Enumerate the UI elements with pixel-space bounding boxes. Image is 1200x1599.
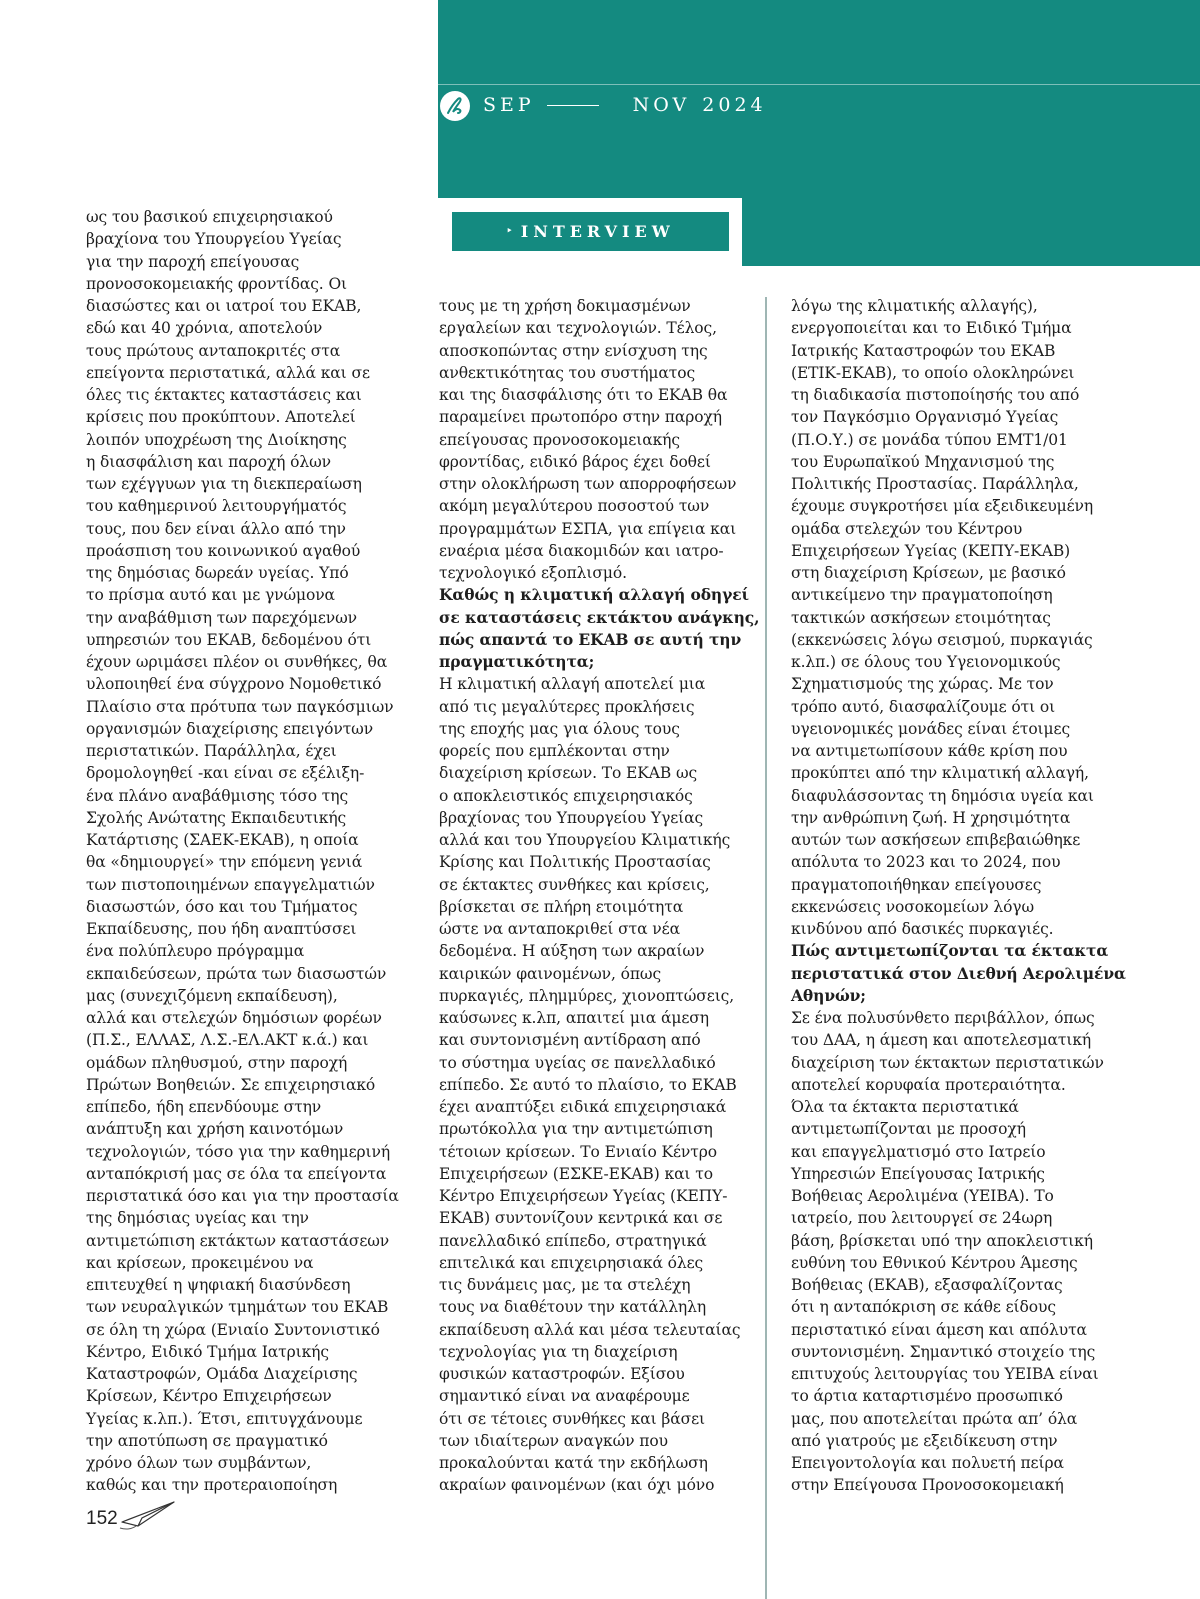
- body-text-line: συντονισμένη. Σημαντικό στοιχείο της: [791, 1342, 1096, 1361]
- header-band-extension: [742, 198, 1200, 266]
- body-text-line: ανάπτυξη και χρήση καινοτόμων: [86, 1120, 344, 1139]
- body-text-line: ανταπόκρισή μας σε όλα τα επείγοντα: [86, 1164, 387, 1183]
- body-text-line: Ιατρικής Καταστροφών του ΕΚΑΒ: [791, 341, 1056, 360]
- body-text-line: προνοσοκομειακής φροντίδας. Οι: [86, 274, 348, 293]
- body-text-line: δεδομένα. Η αύξηση των ακραίων: [439, 942, 705, 961]
- body-text-line: Επειγοντολογία και πολυετή πείρα: [791, 1454, 1064, 1472]
- body-text-line: απόλυτα το 2023 και το 2024, που: [791, 853, 1061, 872]
- body-text-line: από τις μεγαλύτερες προκλήσεις: [439, 697, 695, 716]
- question-line: Αθηνών;: [791, 985, 866, 1005]
- body-text-line: φυσικών καταστροφών. Εξίσου: [439, 1365, 685, 1383]
- body-text-line: πανελλαδικό επίπεδο, στρατηγικά: [439, 1231, 707, 1250]
- body-text-line: υλοποιηθεί ένα σύγχρονο Νομοθετικό: [86, 675, 382, 694]
- body-text-line: καθώς και την προτεραιοποίηση: [86, 1476, 338, 1495]
- body-text-line: και της διασφάλισης ότι το ΕΚΑΒ θα: [439, 386, 728, 404]
- issue-year: 2024: [702, 94, 767, 116]
- body-text-line: επείγουσας προνοσοκομειακής: [439, 430, 680, 449]
- date-dash: [547, 105, 599, 106]
- body-text-line: Επιχειρήσεων (ΕΣΚΕ-ΕΚΑΒ) και το: [439, 1164, 713, 1183]
- body-text-line: πραγματοποιήθηκαν επείγουσες: [791, 875, 1042, 894]
- section-tag: [452, 212, 729, 251]
- body-text-line: διαχείριση των έκτακτων περιστατικών: [791, 1053, 1104, 1072]
- body-text-line: ένα πολύπλευρο πρόγραμμα: [86, 942, 305, 961]
- body-text-line: εργαλείων και τεχνολογιών. Τέλος,: [439, 319, 717, 338]
- body-text-line: τεχνολογικό εξοπλισμό.: [439, 564, 627, 582]
- body-text-line: υπηρεσιών του ΕΚΑΒ, δεδομένου ότι: [86, 630, 372, 649]
- text-column-2: [439, 295, 760, 1497]
- body-text-line: περιστατικό είναι άμεση και απόλυτα: [791, 1320, 1087, 1339]
- body-text-line: και κρίσεων, προκειμένου να: [86, 1253, 314, 1272]
- body-text-line: τους πρώτους ανταποκριτές στα: [86, 341, 341, 360]
- body-text-line: της εποχής μας για όλους τους: [439, 719, 680, 738]
- body-text-line: ακραίων φαινομένων (και όχι μόνο: [439, 1476, 715, 1495]
- body-text-line: ώστε να ανταποκριθεί στα νέα: [439, 920, 680, 938]
- body-text-line: ένα πλάνο αναβάθμισης τόσο της: [86, 786, 349, 805]
- body-text-line: θα «δημιουργεί» την επόμενη γενιά: [86, 853, 363, 872]
- body-text-line: έχει αναπτύξει ειδικά επιχειρησιακά: [439, 1098, 727, 1116]
- body-text-line: τρόπο αυτό, διασφαλίζουμε ότι οι: [791, 697, 1056, 716]
- body-text-line: των ιδιαίτερων αναγκών που: [439, 1431, 668, 1450]
- body-text-line: βάση, βρίσκεται υπό την αποκλειστική: [791, 1231, 1093, 1250]
- body-text-line: τακτικών ασκήσεων ετοιμότητας: [791, 608, 1051, 627]
- body-text-line: ενεργοποιείται και το Ειδικό Τμήμα: [791, 319, 1072, 338]
- body-text-line: πυρκαγιές, πλημμύρες, χιονοπτώσεις,: [439, 986, 735, 1005]
- body-text-line: διασώστες και οι ιατροί του ΕΚΑΒ,: [86, 297, 362, 315]
- body-text-line: για την παροχή επείγουσας: [86, 252, 300, 271]
- body-text-line: βραχίονα του Υπουργείου Υγείας: [86, 230, 342, 249]
- body-text-line: επίπεδο, ήδη επενδύουμε στην: [86, 1098, 322, 1116]
- issue-month-end: NOV: [632, 94, 691, 116]
- body-text-line: Η κλιματική αλλαγή αποτελεί μια: [439, 675, 706, 694]
- body-text-line: προκαλούνται κατά την εκδήλωση: [439, 1454, 708, 1472]
- body-text-line: το άρτια καταρτισμένο προσωπικό: [791, 1387, 1063, 1406]
- body-text-line: της δημόσιας υγείας και την: [86, 1209, 309, 1228]
- body-text-line: κρίσεις που προκύπτουν. Αποτελεί: [86, 408, 356, 427]
- section-tag-label: INTERVIEW: [520, 222, 675, 241]
- body-text-line: έχουν ωριμάσει πλέον οι συνθήκες, θα: [86, 653, 388, 671]
- body-text-line: προγραμμάτων ΕΣΠΑ, για επίγεια και: [439, 519, 737, 538]
- issue-month-start: SEP: [483, 94, 535, 116]
- question-line: περιστατικά στον Διεθνή Αερολιμένα: [791, 963, 1126, 983]
- paper-plane-icon: [118, 1500, 178, 1536]
- body-text-line: ότι η ανταπόκριση σε κάθε είδους: [791, 1298, 1056, 1317]
- body-text-line: σε όλη τη χώρα (Ενιαίο Συντονιστικό: [86, 1320, 380, 1339]
- body-text-line: λοιπόν υποχρέωση της Διοίκησης: [86, 430, 347, 449]
- body-text-line: Κρίσεων, Κέντρο Επιχειρήσεων: [86, 1387, 332, 1406]
- body-text-line: δρομολογηθεί -και είναι σε εξέλιξη-: [86, 764, 365, 783]
- body-text-line: τους με τη χρήση δοκιμασμένων: [439, 297, 691, 315]
- body-text-line: λόγω της κλιματικής αλλαγής),: [791, 297, 1038, 315]
- body-text-line: τεχνολογιών, τόσο για την καθημερινή: [86, 1142, 391, 1161]
- body-text-line: τον Παγκόσμιο Οργανισμό Υγείας: [791, 408, 1059, 427]
- body-text-line: Κέντρο Επιχειρήσεων Υγείας (ΚΕΠΥ-: [439, 1187, 728, 1205]
- body-text-line: επιτευχθεί η ψηφιακή διασύνδεση: [86, 1276, 351, 1294]
- body-text-line: ανθεκτικότητας του συστήματος: [439, 363, 696, 382]
- body-text-line: καύσωνες κ.λπ, απαιτεί μια άμεση: [439, 1009, 709, 1027]
- body-text-line: αντιμετωπίζονται με προσοχή: [791, 1120, 1026, 1139]
- body-text-line: Σχηματισμούς της χώρας. Με τον: [791, 675, 1054, 694]
- body-text-line: αποσκοπώντας στην ενίσχυση της: [439, 341, 708, 360]
- body-text-line: στην Επείγουσα Προνοσοκομειακή: [791, 1476, 1064, 1495]
- body-text-line: προκύπτει από την κλιματική αλλαγή,: [791, 764, 1089, 783]
- body-text-line: επείγοντα περιστατικά, αλλά και σε: [86, 363, 370, 382]
- question-line: πραγματικότητα;: [439, 652, 595, 671]
- text-column-3: [791, 295, 1126, 1497]
- body-text-line: (εκκενώσεις λόγω σεισμού, πυρκαγιάς: [791, 630, 1093, 649]
- body-text-line: προάσπιση του κοινωνικού αγαθού: [86, 541, 361, 560]
- page-number: 152: [86, 1508, 118, 1529]
- body-text-line: ως του βασικού επιχειρησιακού: [86, 208, 333, 226]
- body-text-line: εκπαίδευση αλλά και μέσα τελευταίας: [439, 1320, 741, 1339]
- body-text-line: βραχίονας του Υπουργείου Υγείας: [439, 808, 704, 827]
- body-text-line: διαχείριση κρίσεων. Το ΕΚΑΒ ως: [439, 764, 698, 783]
- body-text-line: αποτελεί κορυφαία προτεραιότητα.: [791, 1075, 1066, 1094]
- body-text-line: αλλά και στελεχών δημόσιων φορέων: [86, 1009, 382, 1027]
- body-text-line: των πιστοποιημένων επαγγελματιών: [86, 875, 375, 894]
- body-text-line: στη διαχείριση Κρίσεων, με βασικό: [791, 564, 1066, 582]
- body-text-line: της δημόσιας δωρεάν υγείας. Υπό: [86, 564, 349, 582]
- body-text-line: οργανισμών διαχείρισης επειγόντων: [86, 719, 374, 738]
- body-text-line: την αναβάθμιση των παρεχόμενων: [86, 608, 357, 627]
- body-text-line: και συντονισμένη αντίδραση από: [439, 1031, 701, 1050]
- body-text-line: έχουμε συγκροτήσει μία εξειδικευμένη: [791, 497, 1094, 516]
- body-text-line: πρωτόκολλα για την αντιμετώπιση: [439, 1120, 713, 1139]
- question-line: Καθώς η κλιματική αλλαγή οδηγεί: [439, 585, 749, 605]
- body-text-line: ότι σε τέτοιες συνθήκες και βάσει: [439, 1409, 706, 1428]
- body-text-line: το πρίσμα αυτό και με γνώμονα: [86, 586, 335, 605]
- body-text-line: και επαγγελματισμό στο Ιατρείο: [791, 1142, 1046, 1161]
- body-text-line: εκκενώσεις νοσοκομείων λόγω: [791, 897, 1035, 916]
- question-line: Πώς αντιμετωπίζονται τα έκτακτα: [791, 941, 1109, 961]
- body-text-line: τέτοιων κρίσεων. Το Ενιαίο Κέντρο: [439, 1142, 717, 1161]
- body-text-line: Πλαίσιο στα πρότυπα των παγκόσμιων: [86, 697, 394, 716]
- body-text-line: επιτυχούς λειτουργίας του ΥΕΙΒΑ είναι: [791, 1365, 1099, 1383]
- body-text-line: τις δυνάμεις μας, με τα στελέχη: [439, 1276, 691, 1294]
- body-text-line: (Π.Σ., ΕΛΛΑΣ, Λ.Σ.-ΕΛ.ΑΚΤ κ.ά.) και: [86, 1031, 369, 1050]
- body-text-line: περιστατικών. Παράλληλα, έχει: [86, 742, 337, 760]
- body-text-line: η διασφάλιση και παροχή όλων: [86, 452, 331, 471]
- body-text-line: Βοήθειας Αερολιμένα (ΥΕΙΒΑ). Το: [791, 1187, 1054, 1205]
- question-line: πώς απαντά το ΕΚΑΒ σε αυτή την: [439, 629, 742, 649]
- body-text-line: από γιατρούς με εξειδίκευση στην: [791, 1431, 1058, 1450]
- body-text-line: μας, που αποτελείται πρώτα απ’ όλα: [791, 1409, 1078, 1428]
- issue-date: [483, 94, 767, 116]
- body-text-line: τη διαδικασία πιστοποίησής του από: [791, 386, 1080, 404]
- body-text-line: (ΕΤΙΚ-ΕΚΑΒ), το οποίο ολοκληρώνει: [791, 363, 1075, 382]
- body-text-line: σημαντικό είναι να αναφέρουμε: [439, 1387, 690, 1406]
- body-text-line: ομάδων πληθυσμού, στην παροχή: [86, 1053, 348, 1072]
- body-text-line: Υγείας κ.λπ.). Έτσι, επιτυγχάνουμε: [86, 1409, 363, 1428]
- body-text-line: αντικείμενο την πραγματοποίηση: [791, 586, 1053, 605]
- body-text-line: διαφυλάσσοντας τη δημόσια υγεία και: [791, 786, 1094, 805]
- body-text-line: την αποτύπωση σε πραγματικό: [86, 1431, 328, 1450]
- body-text-line: σε έκτακτες συνθήκες και κρίσεις,: [439, 875, 710, 894]
- text-column-1: [86, 206, 399, 1497]
- body-text-line: ομάδα στελεχών του Κέντρου: [791, 519, 1023, 538]
- body-text-line: Όλα τα έκτακτα περιστατικά: [791, 1098, 1019, 1116]
- body-text-line: επιτελικά και επιχειρησιακά όλες: [439, 1253, 704, 1272]
- body-text-line: διασωστών, όσο και του Τμήματος: [86, 897, 358, 916]
- body-text-line: Επιχειρήσεων Υγείας (ΚΕΠΥ-ΕΚΑΒ): [791, 541, 1071, 560]
- body-text-line: Κατάρτισης (ΣΑΕΚ-ΕΚΑΒ), η οποία: [86, 831, 359, 849]
- body-text-line: Κρίσης και Πολιτικής Προστασίας: [439, 853, 711, 872]
- header-rule: [438, 84, 1200, 85]
- body-text-line: επίπεδο. Σε αυτό το πλαίσιο, το ΕΚΑΒ: [439, 1075, 737, 1094]
- body-text-line: το σύστημα υγείας σε πανελλαδικό: [439, 1053, 716, 1072]
- body-text-line: να αντιμετωπίσουν κάθε κρίση που: [791, 742, 1068, 760]
- body-text-line: τους, που δεν είναι άλλο από την: [86, 519, 346, 538]
- body-text-line: βρίσκεται σε πλήρη ετοιμότητα: [439, 897, 684, 916]
- body-text-line: όλες τις έκτακτες καταστάσεις και: [86, 386, 362, 404]
- body-text-line: εκπαιδεύσεων, πρώτα των διασωστών: [86, 964, 387, 983]
- body-text-line: του ΔΑΑ, η άμεση και αποτελεσματική: [791, 1031, 1092, 1050]
- body-text-line: αλλά και του Υπουργείου Κλιματικής: [439, 831, 731, 849]
- body-text-line: εδώ και 40 χρόνια, αποτελούν: [86, 319, 323, 338]
- body-text-line: Εκπαίδευσης, που ήδη αναπτύσσει: [86, 920, 357, 938]
- body-text-line: Πρώτων Βοηθειών. Σε επιχειρησιακό: [86, 1075, 376, 1094]
- triangle-marker-icon: ‣: [506, 226, 513, 237]
- body-text-line: ΕΚΑΒ) συντονίζουν κεντρικά και σε: [439, 1209, 723, 1228]
- body-text-line: ιατρείο, που λειτουργεί σε 24ωρη: [791, 1209, 1053, 1228]
- body-text-line: ο αποκλειστικός επιχειρησιακός: [439, 786, 693, 805]
- body-text-line: περιστατικά όσο και για την προστασία: [86, 1187, 399, 1205]
- body-text-line: ακόμη μεγαλύτερου ποσοστού των: [439, 497, 710, 516]
- column-divider: [765, 297, 767, 1599]
- body-text-line: κινδύνου από δασικές πυρκαγιές.: [791, 920, 1054, 938]
- body-text-line: φορείς που εμπλέκονται στην: [439, 742, 670, 760]
- body-text-line: παραμείνει πρωτοπόρο στην παροχή: [439, 408, 722, 427]
- body-text-line: τους να διαθέτουν την κατάλληλη: [439, 1298, 707, 1317]
- body-text-line: Πολιτικής Προστασίας. Παράλληλα,: [791, 475, 1079, 493]
- body-text-line: καιρικών φαινομένων, όπως: [439, 964, 662, 983]
- body-text-line: του Ευρωπαϊκού Μηχανισμού της: [791, 452, 1055, 471]
- body-text-line: Σε ένα πολυσύνθετο περιβάλλον, όπως: [791, 1009, 1095, 1027]
- body-text-line: τεχνολογίας για τη διαχείριση: [439, 1342, 678, 1361]
- body-text-line: Βοήθειας (ΕΚΑΒ), εξασφαλίζοντας: [791, 1276, 1063, 1294]
- body-text-line: κ.λπ.) σε όλους του Υγειονομικούς: [791, 653, 1061, 671]
- question-line: σε καταστάσεις εκτάκτου ανάγκης,: [439, 607, 760, 627]
- body-text-line: φροντίδας, ειδικό βάρος έχει δοθεί: [439, 452, 711, 471]
- body-text-line: ευθύνη του Εθνικού Κέντρου Άμεσης: [791, 1253, 1078, 1272]
- body-text-line: στην ολοκλήρωση των απορροφήσεων: [439, 475, 737, 493]
- body-text-line: χρόνο όλων των συμβάντων,: [86, 1454, 312, 1472]
- body-text-line: Κέντρο, Ειδικό Τμήμα Ιατρικής: [86, 1342, 329, 1361]
- body-text-line: υγειονομικές μονάδες είναι έτοιμες: [791, 719, 1071, 738]
- body-text-line: Καταστροφών, Ομάδα Διαχείρισης: [86, 1365, 358, 1383]
- body-text-line: των εχέγγυων για τη διεκπεραίωση: [86, 475, 362, 493]
- body-text-line: αυτών των ασκήσεων επιβεβαιώθηκε: [791, 831, 1081, 849]
- body-text-line: μας (συνεχιζόμενη εκπαίδευση),: [86, 986, 338, 1005]
- body-text-line: (Π.Ο.Υ.) σε μονάδα τύπου ΕΜΤ1/01: [791, 430, 1068, 449]
- body-text-line: των νευραλγικών τμημάτων του ΕΚΑΒ: [86, 1298, 389, 1317]
- body-text-line: του καθημερινού λειτουργήματός: [86, 497, 347, 516]
- body-text-line: την ανθρώπινη ζωή. Η χρησιμότητα: [791, 808, 1071, 827]
- body-text-line: Σχολής Ανώτατης Εκπαιδευτικής: [86, 808, 347, 827]
- magazine-logo-icon: [440, 91, 470, 121]
- body-text-line: Υπηρεσιών Επείγουσας Ιατρικής: [791, 1164, 1045, 1183]
- body-text-line: αντιμετώπιση εκτάκτων καταστάσεων: [86, 1231, 390, 1250]
- body-text-line: εναέρια μέσα διακομιδών και ιατρο-: [439, 541, 724, 560]
